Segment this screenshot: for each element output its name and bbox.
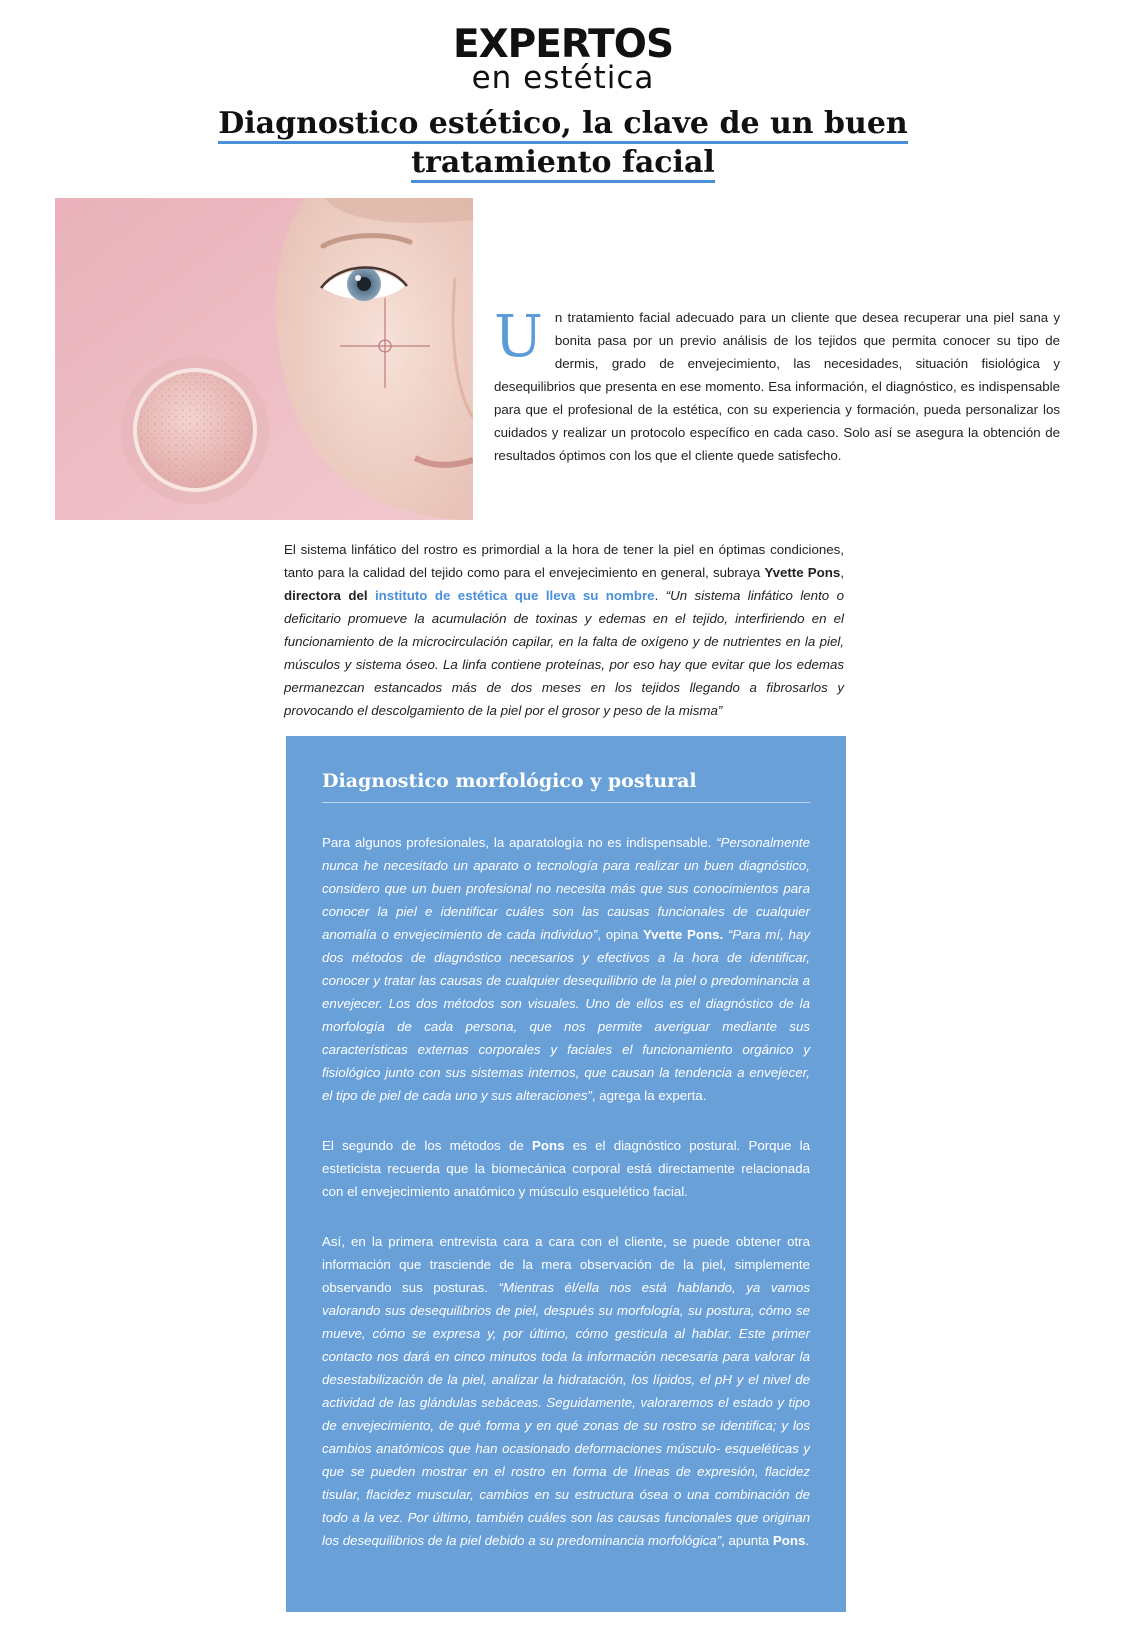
box-paragraph-3 <box>322 1230 810 1552</box>
p3-text-3: . <box>805 1533 810 1548</box>
p1-bold: Yvette Pons. <box>643 927 724 942</box>
p1-quote-2: “Para mí, hay dos métodos de diagnóstico necesarios y efectivos a la hora de identificar, conocer y tratar las causas de cualquier desequilibrio de la piel o predominancia a envejecer. Los dos métodos son visuales. Uno de ellos es el diagnóstico de la morfología de cada persona, que nos permite averiguar mediante sus características externas corporales y faciales el funcionamiento orgánico y fisiológico junto con sus sistemas internos, que causan la tendencia a envejecer, el tipo de piel de cada uno y sus alteraciones” <box>322 927 810 1103</box>
p1-quote-1: “Personalmente nunca he necesitado un aparato o tecnología para realizar un buen diagnóstico, considero que un buen profesional no necesita más que sus conocimientos para conocer la piel e identificar cuáles son las causas funcionales de cualquier anomalía o envejecimiento de cada individuo” <box>322 835 810 942</box>
logo-line-2: en estética <box>471 60 655 96</box>
institute-link[interactable]: instituto de estética que lleva su nombre <box>374 588 655 603</box>
body-text-3: . <box>654 588 666 603</box>
site-logo[interactable] <box>0 22 1126 96</box>
p2-text-2: es el diagnóstico postural. Porque la esteticista recuerda que la biomecánica corporal está directamente relacionada con el envejecimiento anatómico y músculo esquelético facial. <box>322 1138 810 1199</box>
lymphatic-paragraph <box>284 538 844 722</box>
body-role: directora del <box>284 588 375 603</box>
intro-text: n tratamiento facial adecuado para un cliente que desea recuperar una piel sana y bonita pasa por un previo análisis de los tejidos que permita conocer su tipo de dermis, grado de envejecimiento, las necesidades, situación fisiológica y desequilibrios que presenta en ese momento. Esa información, el diagnóstico, es indispensable para que el profesional de la estética, con su experiencia y formación, pueda personalizar los cuidados y realizar un protocolo específico en cada caso. Solo así se asegura la obtención de resultados óptimos con los que el cliente quede satisfecho. <box>494 310 1060 463</box>
face-illustration <box>55 198 473 520</box>
p3-bold: Pons <box>772 1533 806 1548</box>
drop-cap: U <box>494 302 543 370</box>
title-line-2: tratamiento facial <box>411 145 715 183</box>
box-title: Diagnostico morfológico y postural <box>322 770 810 803</box>
body-text-2: , <box>840 565 844 580</box>
p1-text-3: , agrega la experta. <box>591 1088 707 1103</box>
hero-image <box>55 198 473 520</box>
title-line-1: Diagnostico estético, la clave de un buen <box>218 106 907 144</box>
logo-line-1: EXPERTOS <box>452 22 674 67</box>
body-quote: “Un sistema linfático lento o deficitario promueve la acumulación de toxinas y edemas en el tejido, interfiriendo en el funcionamiento de la microcirculación capilar, en la falta de oxígeno y de nutrientes en la piel, músculos y sistema óseo. La linfa contiene proteínas, por eso hay que evitar que los edemas permanezcan estancados más de dos meses en los tejidos llegando a fibrosarlos y provocando el descolgamiento de la piel por el grosor y peso de la misma” <box>284 588 844 718</box>
box-paragraph-2 <box>322 1134 810 1203</box>
p3-quote: “Mientras él/ella nos está hablando, ya vamos valorando sus desequilibrios de piel, después su morfología, su postura, cómo se mueve, cómo se expresa y, por último, cómo gesticula al hablar. Este primer contacto nos dará en cinco minutos toda la información necesaria para valorar la desestabilización de la piel, analizar la hidratación, los lípidos, el pH y el nivel de actividad de las glándulas sebáceas. Seguidamente, valoraremos el estado y tipo de envejecimiento, de qué forma y en qué zonas de su rostro se identifica; y los cambios anatómicos que han ocasionado deformaciones músculo- esqueléticas y que se pueden mostrar en el rostro en forma de líneas de expresión, flacidez tisular, flacidez muscular, cambios en su estructura ósea o una combinación de todo a la vez. Por último, también cuáles son las causas funcionales que originan los desequilibrios de la piel debido a su predominancia morfológica” <box>322 1280 810 1548</box>
body-name: Yvette Pons <box>764 565 841 580</box>
body-text-1: El sistema linfático del rostro es primordial a la hora de tener la piel en óptimas condiciones, tanto para la calidad del tejido como para el envejecimiento en general, subraya <box>284 542 844 580</box>
p2-text-1: El segundo de los métodos de <box>322 1138 532 1153</box>
p2-bold: Pons <box>532 1138 565 1153</box>
p1-text-1: Para algunos profesionales, la aparatología no es indispensable. <box>322 835 717 850</box>
box-paragraph-1 <box>322 831 810 1107</box>
article-title <box>200 104 926 182</box>
p3-text-2: , apunta <box>721 1533 773 1548</box>
intro-paragraph <box>494 302 1060 467</box>
diagnostic-box <box>286 736 846 1612</box>
p3-text-1: Así, en la primera entrevista cara a cara con el cliente, se puede obtener otra información que trasciende de la mera observación de la piel, simplemente observando sus posturas. <box>322 1234 810 1295</box>
p1-text-2: , opina <box>597 927 644 942</box>
